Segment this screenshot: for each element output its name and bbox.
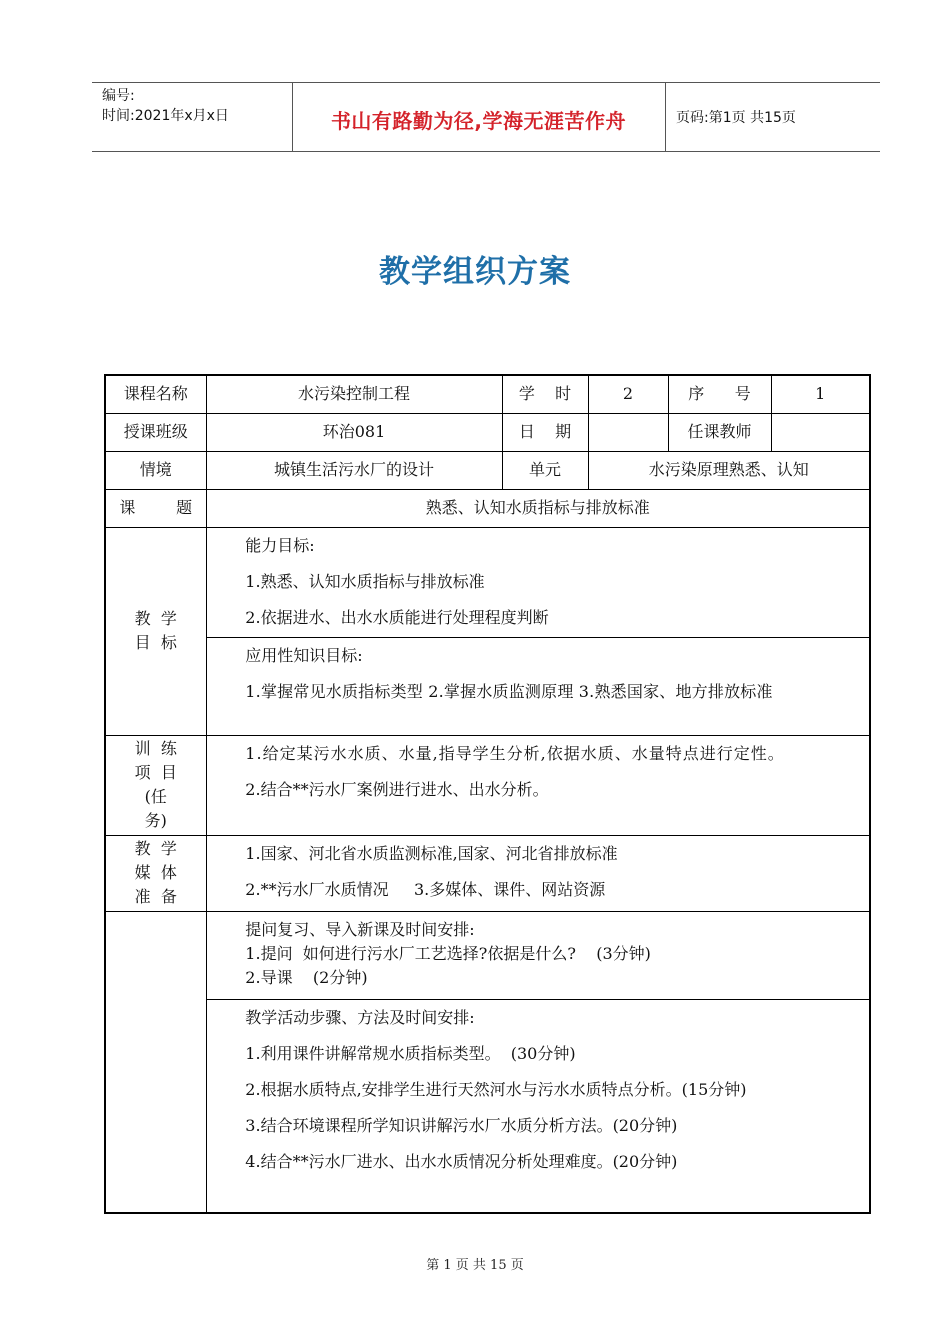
training-item: 1.给定某污水水质、水量,指导学生分析,依据水质、水量特点进行定性。 [245,743,785,763]
table-row [105,451,870,489]
goals-label-line: 教 学 [134,609,177,628]
media-item: 2.**污水厂水质情况 3.多媒体、课件、网站资源 [245,879,606,899]
class-label: 授课班级 [105,413,206,451]
media-label-line: 教 学 [134,839,177,858]
course-name-value: 水污染控制工程 [206,375,502,413]
review-block [206,911,870,999]
topic-label: 课 题 [105,489,206,527]
unit-label: 单元 [502,451,588,489]
hours-value: 2 [588,375,668,413]
media-item: 1.国家、河北省水质监测标准,国家、河北省排放标准 [245,843,618,863]
unit-value: 水污染原理熟悉、认知 [588,451,870,489]
topic-value: 熟悉、认知水质指标与排放标准 [206,489,870,527]
media-label-line: 准 备 [134,887,177,906]
course-name-label: 课程名称 [105,375,206,413]
training-label [105,735,206,835]
review-title: 提问复习、导入新课及时间安排: [245,919,475,939]
activity-item: 1.利用课件讲解常规水质指标类型。 (30分钟) [245,1043,576,1063]
page-header [92,82,880,152]
training-label-line: 务) [144,811,167,830]
table-row [105,527,870,637]
media-items [206,835,870,911]
table-row [105,413,870,451]
hours-label: 学 时 [502,375,588,413]
table-row [105,999,870,1213]
ability-item: 1.熟悉、认知水质指标与排放标准 [245,571,485,591]
header-page-cell [666,83,880,151]
scene-label: 情境 [105,451,206,489]
training-label-line: 训 练 [134,739,177,758]
seq-value: 1 [771,375,870,413]
time-label: 时间:2021年x月x日 [102,108,229,124]
header-motto-cell [292,83,666,151]
table-row [105,489,870,527]
goals-label [105,527,206,735]
ability-title: 能力目标: [245,535,315,555]
knowledge-item: 1.掌握常见水质指标类型 2.掌握水质监测原理 3.熟悉国家、地方排放标准 [245,681,773,701]
date-label: 日 期 [502,413,588,451]
motto: 书山有路勤为径,学海无涯苦作舟 [330,109,627,133]
teacher-value [771,413,870,451]
scene-value: 城镇生活污水厂的设计 [206,451,502,489]
table-row [105,835,870,911]
teaching-plan-table [104,374,871,1214]
page-footer: 第 1 页 共 15 页 [426,1258,524,1273]
date-value [588,413,668,451]
table-row [105,911,870,999]
training-label-line: (任 [144,787,167,806]
activity-item: 3.结合环境课程所学知识讲解污水厂水质分析方法。(20分钟) [245,1115,678,1135]
class-value: 环治081 [206,413,502,451]
process-label-blank [105,911,206,1213]
table-row [105,735,870,835]
media-label-line: 媒 体 [134,863,177,882]
page-info: 页码:第1页 共15页 [676,110,796,126]
activity-title: 教学活动步骤、方法及时间安排: [245,1007,475,1027]
ability-goals [206,527,870,637]
training-items [206,735,870,835]
media-label [105,835,206,911]
document-title: 教学组织方案 [379,254,571,290]
goals-label-line: 目 标 [134,633,177,652]
activity-block [206,999,870,1213]
teacher-label: 任课教师 [668,413,771,451]
knowledge-title: 应用性知识目标: [245,645,363,665]
table-row [105,375,870,413]
training-label-line: 项 目 [134,763,177,782]
review-item: 1.提问 如何进行污水厂工艺选择?依据是什么? (3分钟) [245,943,651,963]
review-item: 2.导课 (2分钟) [245,967,368,987]
ability-item: 2.依据进水、出水水质能进行处理程度判断 [245,607,549,627]
training-item: 2.结合**污水厂案例进行进水、出水分析。 [245,779,549,799]
activity-item: 4.结合**污水厂进水、出水水质情况分析处理难度。(20分钟) [245,1151,678,1171]
header-meta-cell [92,83,293,151]
table-row [105,637,870,735]
seq-label: 序 号 [668,375,771,413]
code-label: 编号: [102,88,135,104]
knowledge-goals [206,637,870,735]
activity-item: 2.根据水质特点,安排学生进行天然河水与污水水质特点分析。(15分钟) [245,1079,747,1099]
